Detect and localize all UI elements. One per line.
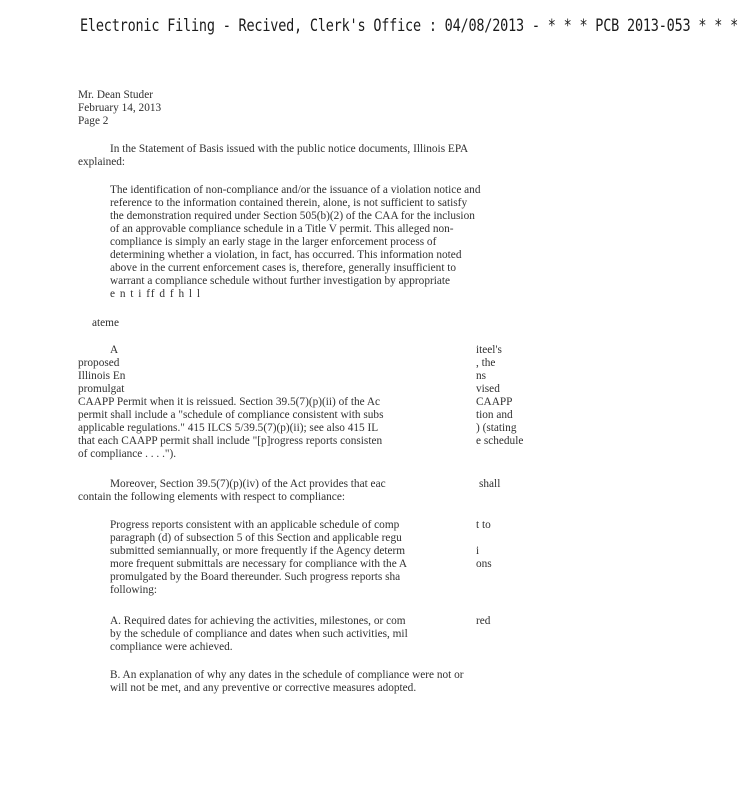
filing-stamp-header: Electronic Filing - Recived, Clerk's Office : 04/08/2013 - * * * PCB 2013-053 * * * xyxy=(80,16,738,36)
para2-right-fragment: vised xyxy=(476,383,500,395)
quote2-line: promulgated by the Board thereunder. Such progress reports sha xyxy=(110,571,401,583)
para2-right-fragment: ns xyxy=(476,370,487,382)
quote1-line: The identification of non-compliance and/or the issuance of a violation notice and xyxy=(110,184,481,196)
quote1-line: determining whether a violation, in fact, has occurred. This information noted xyxy=(110,249,462,261)
para2-right-fragment: tion and xyxy=(476,409,513,421)
text-fragment: ateme xyxy=(92,317,119,329)
quote1-line: above in the current enforcement cases is, therefore, generally insufficient to xyxy=(110,262,457,274)
quote1-line: warrant a compliance schedule without further investigation by appropriate xyxy=(110,275,451,287)
page-number: Page 2 xyxy=(78,115,109,127)
item-a-right-fragment: red xyxy=(476,615,491,627)
quote1-line: compliance is simply an early stage in the larger enforcement process of xyxy=(110,236,437,248)
para3-line: contain the following elements with respect to compliance: xyxy=(78,491,345,503)
para2-right-fragment: CAAPP xyxy=(476,396,513,408)
intro-paragraph-line: In the Statement of Basis issued with the public notice documents, Illinois EPA xyxy=(110,143,469,155)
para2-line: of compliance . . . ."). xyxy=(78,448,177,460)
intro-paragraph-line: explained: xyxy=(78,156,126,168)
para3-right-fragment: shall xyxy=(479,478,501,490)
para2-line: proposed xyxy=(78,357,120,369)
quote2-line: following: xyxy=(110,584,158,596)
quote2-right-fragment: ons xyxy=(476,558,492,570)
para2-line: permit shall include a "schedule of compliance consistent with subs xyxy=(78,409,384,421)
recipient-name: Mr. Dean Studer xyxy=(78,89,153,101)
para2-line: promulgat xyxy=(78,383,125,395)
quote2-line: more frequent submittals are necessary for compliance with the A xyxy=(110,558,408,570)
quote1-line: the demonstration required under Section 505(b)(2) of the CAA for the inclusion xyxy=(110,210,475,222)
quote2-line: paragraph (d) of subsection 5 of this Section and applicable regu xyxy=(110,532,402,544)
item-a-line: A. Required dates for achieving the activities, milestones, or com xyxy=(110,615,406,627)
letter-date: February 14, 2013 xyxy=(78,102,162,114)
para2-right-fragment: , the xyxy=(476,357,496,369)
item-a-line: by the schedule of compliance and dates when such activities, mil xyxy=(110,628,408,640)
para2-line: CAAPP Permit when it is reissued. Section 39.5(7)(p)(ii) of the Ac xyxy=(78,396,381,408)
quote2-line: submitted semiannually, or more frequently if the Agency determ xyxy=(110,545,406,557)
para3-line: Moreover, Section 39.5(7)(p)(iv) of the Act provides that eac xyxy=(110,478,386,490)
quote1-line-faded: e n t i ff d f h l l xyxy=(110,288,202,300)
para2-right-fragment: iteel's xyxy=(476,344,502,356)
item-b-line: will not be met, and any preventive or corrective measures adopted. xyxy=(110,682,417,694)
quote2-right-fragment: t to xyxy=(476,519,491,531)
para2-line: A xyxy=(110,344,119,356)
para2-right-fragment: e schedule xyxy=(476,435,524,447)
item-b-line: B. An explanation of why any dates in the schedule of compliance were not or xyxy=(110,669,464,681)
quote1-line: of an approvable compliance schedule in a Title V permit. This alleged non- xyxy=(110,223,454,235)
quote2-right-fragment: i xyxy=(476,545,480,557)
quote2-line: Progress reports consistent with an applicable schedule of comp xyxy=(110,519,400,531)
para2-line: that each CAAPP permit shall include "[p]rogress reports consisten xyxy=(78,435,383,447)
para2-line: applicable regulations." 415 ILCS 5/39.5(7)(p)(ii); see also 415 IL xyxy=(78,422,379,434)
quote1-line: reference to the information contained therein, alone, is not sufficient to satisfy xyxy=(110,197,468,209)
para2-right-fragment: ) (stating xyxy=(476,422,517,434)
item-a-line: compliance were achieved. xyxy=(110,641,233,653)
para2-line: Illinois En xyxy=(78,370,126,382)
